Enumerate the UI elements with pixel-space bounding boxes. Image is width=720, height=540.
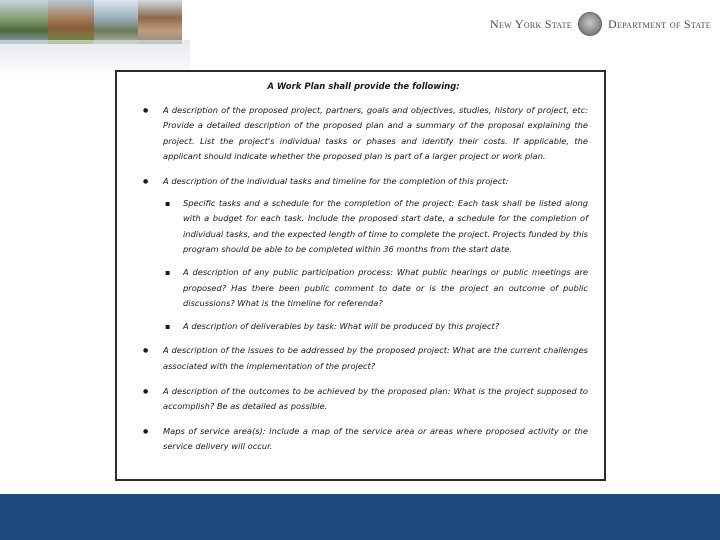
work-plan-list (139, 103, 588, 455)
header-photo-waterfront (94, 0, 138, 44)
work-plan-document (115, 70, 606, 481)
footer-band (0, 494, 720, 540)
sub-list-item: ▪ A description of deliverables by task: What will be produced by this project? (163, 319, 588, 335)
task-sub-list (163, 196, 588, 335)
sub-list-item: ▪ A description of any public participation process: What public hearings or public meetings are proposed? Has there been public comment to date or is the project an outcome of public discussions? What is the timeline for referenda? (163, 265, 588, 312)
list-item (139, 174, 588, 334)
logo-text-right: Department of State (608, 16, 711, 31)
logo-text-left: New York State (490, 16, 572, 31)
list-item: ● Maps of service area(s): Include a map of the service area or areas where proposed activity or the service delivery will occur. (139, 424, 588, 455)
list-item: ● A description of the proposed project, partners, goals and objectives, studies, history of project, etc: Provide a detailed description of the proposed plan and a summary of the proposal explaining the project. List the project's individual tasks or phases and identify their costs. If applicable, the applicant should indicate whether the proposed plan is part of a larger project or work plan. (139, 103, 588, 165)
list-item: ● A description of the issues to be addressed by the proposed project: What are the current challenges associated with the implementation of the project? (139, 343, 588, 374)
nys-dos-logo (490, 12, 711, 36)
sub-list-item: ▪ Specific tasks and a schedule for the completion of the project: Each task shall be listed along with a budget for each task. Include the proposed start date, a schedule for the completion of individual tasks, and the expected length of time to complete the project. Projects funded by this program should be able to be completed within 36 months from the start date. (163, 196, 588, 258)
state-seal-icon (578, 12, 602, 36)
document-title: A Work Plan shall provide the following: (267, 82, 460, 92)
header-photo-building (48, 0, 94, 44)
header-photo-strip (0, 0, 182, 44)
header-photo-landscape (0, 0, 48, 44)
list-item: ● A description of the outcomes to be achieved by the proposed plan: What is the project supposed to accomplish? Be as detailed as possible. (139, 384, 588, 415)
header-photo-street (138, 0, 182, 44)
list-item-text: A description of the individual tasks and timeline for the completion of this project: (163, 175, 509, 186)
